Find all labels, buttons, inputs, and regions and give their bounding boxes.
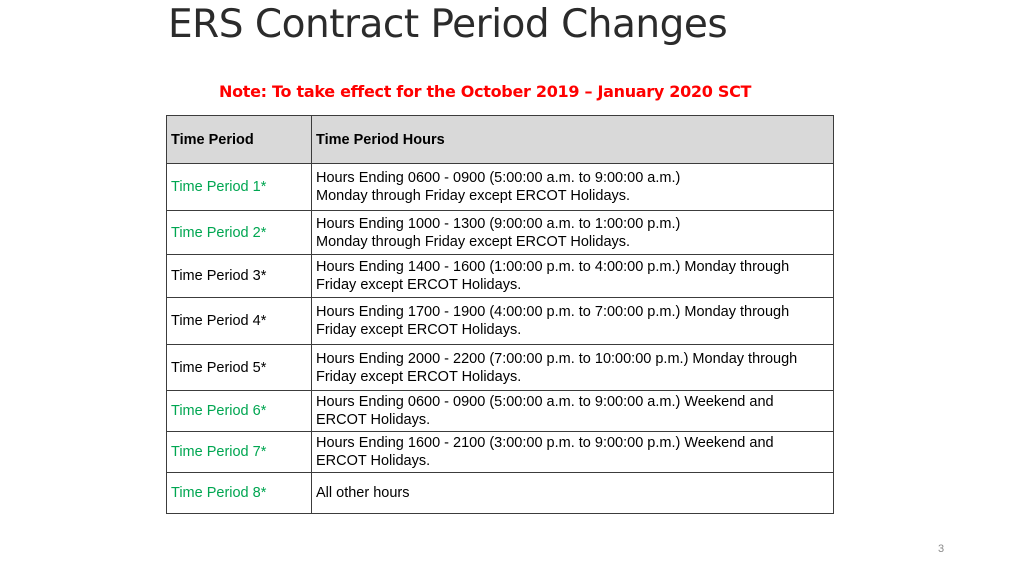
table-row [167, 391, 834, 432]
hours-line: ERCOT Holidays. [316, 453, 431, 469]
hours-line: Hours Ending 1700 - 1900 (4:00:00 p.m. to 7:00:00 p.m.) Monday through [316, 304, 790, 320]
header-time-period: Time Period [167, 116, 312, 164]
hours-line: Hours Ending 1000 - 1300 (9:00:00 a.m. to 1:00:00 p.m.) [316, 215, 681, 232]
period-cell: Time Period 8* [167, 473, 312, 514]
hours-cell [312, 211, 834, 255]
hours-line: Hours Ending 2000 - 2200 (7:00:00 p.m. to 10:00:00 p.m.) Monday through [316, 350, 798, 367]
hours-line: Hours Ending 1600 - 2100 (3:00:00 p.m. to 9:00:00 p.m.) Weekend and [316, 435, 774, 451]
table-row [167, 432, 834, 473]
header-time-period-hours: Time Period Hours [312, 116, 834, 164]
hours-line: Monday through Friday except ERCOT Holidays. [316, 233, 631, 250]
table-row [167, 473, 834, 514]
page-title: ERS Contract Period Changes [168, 2, 728, 47]
period-cell: Time Period 2* [167, 211, 312, 255]
hours-line: Friday except ERCOT Holidays. [316, 277, 522, 293]
hours-cell [312, 255, 834, 298]
hours-cell [312, 432, 834, 473]
hours-line: Friday except ERCOT Holidays. [316, 368, 522, 385]
hours-line: ERCOT Holidays. [316, 412, 431, 428]
effective-note: Note: To take effect for the October 2019 – January 2020 SCT [219, 82, 752, 101]
period-cell: Time Period 4* [167, 298, 312, 345]
hours-line: Hours Ending 0600 - 0900 (5:00:00 a.m. to 9:00:00 a.m.) Weekend and [316, 394, 774, 410]
table-header-row [167, 116, 834, 164]
period-cell: Time Period 5* [167, 345, 312, 391]
hours-cell: All other hours [312, 473, 834, 514]
period-cell: Time Period 7* [167, 432, 312, 473]
time-period-table [166, 115, 834, 514]
hours-cell [312, 391, 834, 432]
hours-cell [312, 298, 834, 345]
table-row [167, 164, 834, 211]
hours-line: Monday through Friday except ERCOT Holidays. [316, 188, 631, 204]
page-number: 3 [938, 543, 945, 555]
hours-line: Hours Ending 0600 - 0900 (5:00:00 a.m. to 9:00:00 a.m.) [316, 170, 681, 186]
period-cell: Time Period 6* [167, 391, 312, 432]
hours-cell [312, 345, 834, 391]
hours-line: Friday except ERCOT Holidays. [316, 322, 522, 338]
table-row [167, 298, 834, 345]
table-row [167, 255, 834, 298]
hours-line: Hours Ending 1400 - 1600 (1:00:00 p.m. to 4:00:00 p.m.) Monday through [316, 259, 790, 275]
hours-cell [312, 164, 834, 211]
period-cell: Time Period 1* [167, 164, 312, 211]
period-cell: Time Period 3* [167, 255, 312, 298]
table-row [167, 345, 834, 391]
table-row [167, 211, 834, 255]
